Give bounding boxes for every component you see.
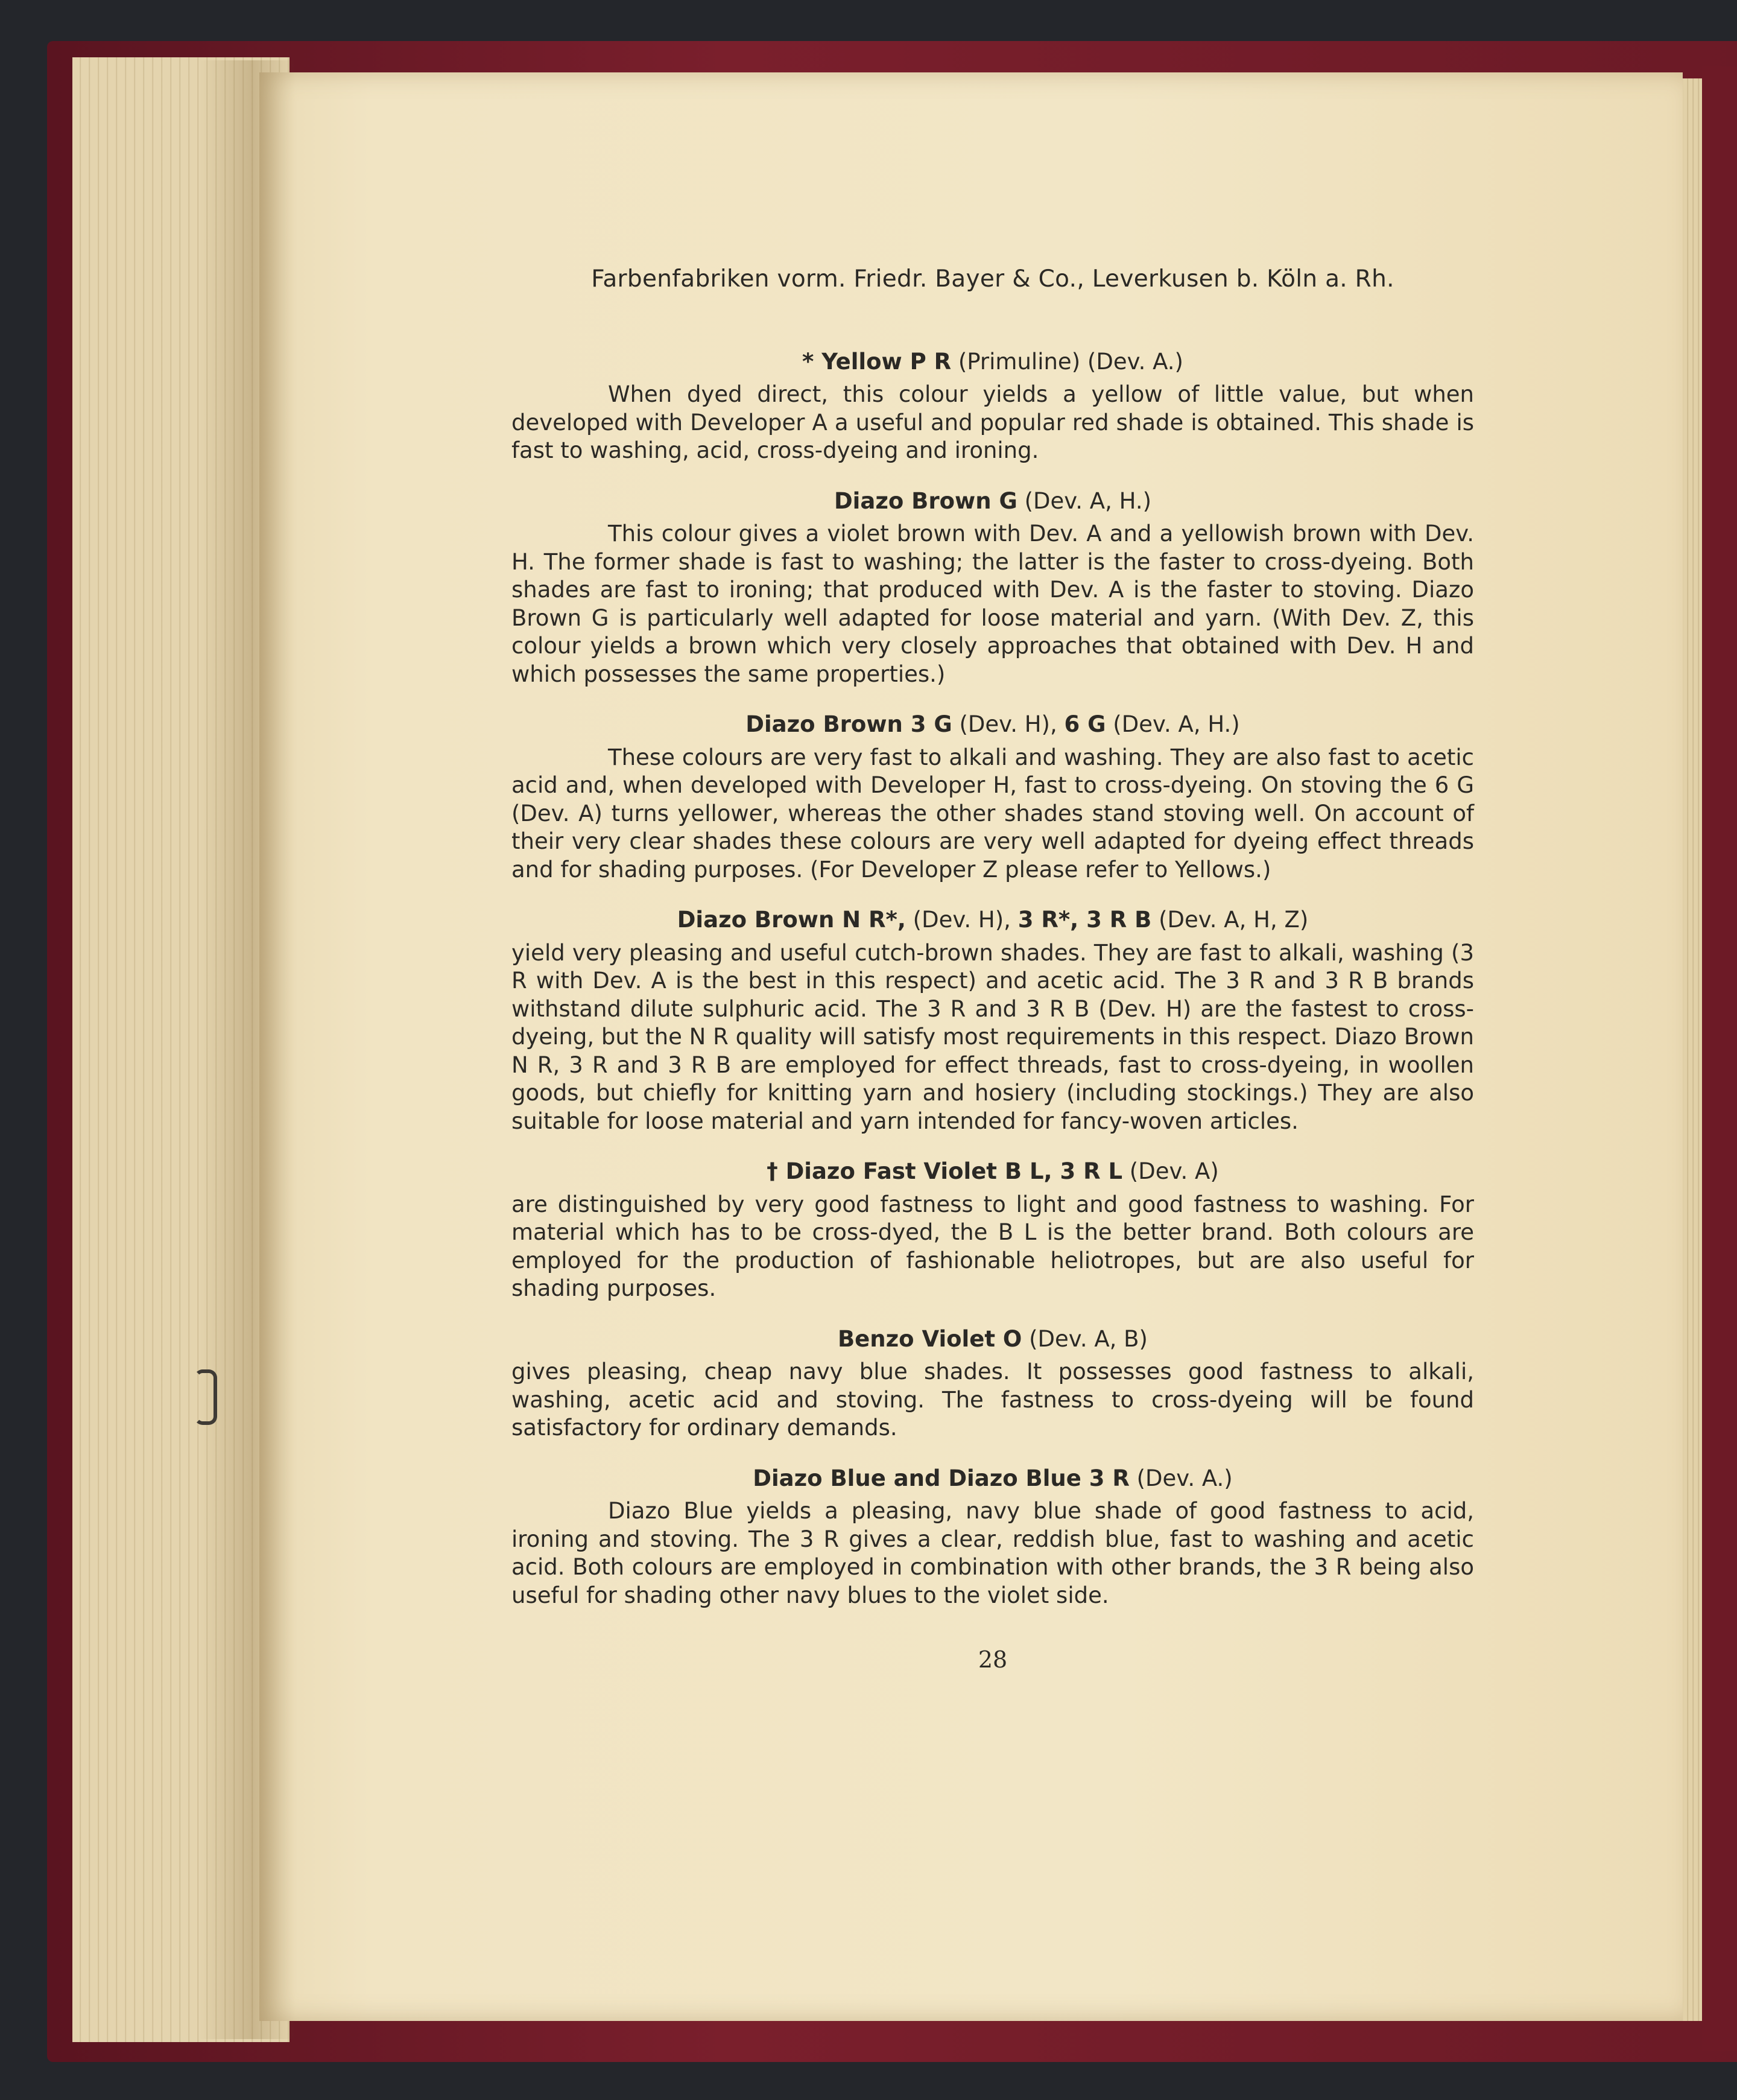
section-body: Diazo Blue yields a pleasing, navy blue shade of good fastness to acid, ironing and stoving. The 3 R gives a clear, reddish blue, fast to washing and acetic acid. Both colours are employed in combination with other brands, the 3 R being also useful for shading other navy blues to the violet side. xyxy=(511,1498,1474,1608)
section-body: This colour gives a violet brown with Dev. A and a yellowish brown with Dev. H. The former shade is fast to washing; the latter is the faster to cross-dyeing. Both shades are fast to ironing; that produced with Dev. A is the faster to stoving. Diazo Brown G is particularly well adapted for loose material and yarn. (With Dev. Z, this colour yields a brown which very closely approaches that obtained with Dev. H and which possesses the same properties.) xyxy=(511,521,1474,687)
heading-rest: (Dev. H), xyxy=(905,907,1018,933)
section-heading xyxy=(511,906,1474,934)
book-cover-right xyxy=(1702,66,1737,2051)
section-diazo-brown-nr xyxy=(511,906,1474,1135)
gutter-shadow xyxy=(199,60,296,2039)
section-yellow-pr xyxy=(511,348,1474,465)
heading-rest: (Primuline) (Dev. A.) xyxy=(951,348,1183,375)
heading-rest: (Dev. A, H.) xyxy=(1017,487,1152,514)
heading-bold: Diazo Brown N R*, xyxy=(677,907,906,933)
heading-bold: Benzo Violet O xyxy=(837,1325,1022,1352)
binding-clip xyxy=(194,1369,217,1425)
section-heading xyxy=(511,1158,1474,1186)
section-diazo-brown-g xyxy=(511,487,1474,689)
heading-bold: Diazo Brown G xyxy=(834,487,1017,514)
heading-rest: (Dev. A.) xyxy=(1129,1465,1233,1491)
heading-rest-2: (Dev. A, H, Z) xyxy=(1151,907,1309,933)
section-diazo-brown-3g-6g xyxy=(511,711,1474,884)
section-diazo-blue xyxy=(511,1465,1474,1610)
section-heading xyxy=(511,1465,1474,1493)
section-heading xyxy=(511,711,1474,739)
section-diazo-fast-violet xyxy=(511,1158,1474,1303)
section-heading xyxy=(511,348,1474,376)
heading-bold: Diazo Brown 3 G xyxy=(745,711,952,737)
heading-bold: † Diazo Fast Violet B L, 3 R L xyxy=(767,1158,1123,1184)
heading-bold: Diazo Blue and Diazo Blue 3 R xyxy=(753,1465,1130,1491)
section-body: These colours are very fast to alkali and washing. They are also fast to acetic acid and, when developed with Developer H, fast to cross-dyeing. On stoving the 6 G (Dev. A) turns yellower, whereas the other shades stand stoving well. On account of their very clear shades these colours are very well adapted for dyeing effect threads and for shading purposes. (For Developer Z please refer to Yellows.) xyxy=(511,744,1474,883)
running-head: Farbenfabriken vorm. Friedr. Bayer & Co., Leverkusen b. Köln a. Rh. xyxy=(591,265,1394,293)
section-heading xyxy=(511,1325,1474,1354)
heading-rest: (Dev. A) xyxy=(1122,1158,1219,1184)
section-benzo-violet-o xyxy=(511,1325,1474,1442)
heading-bold-2: 3 R*, 3 R B xyxy=(1017,907,1152,933)
heading-rest-2: (Dev. A, H.) xyxy=(1106,711,1240,737)
section-body: gives pleasing, cheap navy blue shades. It possesses good fastness to alkali, washing, acetic acid and stoving. The fastness to cross-dyeing will be found satisfactory for ordinary demands. xyxy=(511,1359,1474,1441)
section-body: yield very pleasing and useful cutch-brown shades. They are fast to alkali, washing (3 R with Dev. A is the best in this respect) and acetic acid. The 3 R and 3 R B brands withstand dilute sulphuric acid. The 3 R and 3 R B (Dev. H) are the fastest to cross-dyeing, but the N R quality will satisfy most requirements in this respect. Diazo Brown N R, 3 R and 3 R B are employed for effect threads, fast to cross-dyeing, in woollen goods, but chiefly for knitting yarn and hosiery (including stockings.) They are also suitable for loose material and yarn intended for fancy-woven articles. xyxy=(511,939,1474,1134)
section-body: When dyed direct, this colour yields a yellow of little value, but when developed with Developer A a useful and popular red shade is obtained. This shade is fast to washing, acid, cross-dyeing and ironing. xyxy=(511,381,1474,463)
heading-rest: (Dev. A, B) xyxy=(1022,1325,1148,1352)
page-text xyxy=(511,265,1474,1674)
heading-rest: (Dev. H), xyxy=(952,711,1065,737)
heading-bold-2: 6 G xyxy=(1064,711,1106,737)
heading-bold: * Yellow P R xyxy=(802,348,952,375)
section-body: are distinguished by very good fastness to light and good fastness to washing. For material which has to be cross-dyed, the B L is the better brand. Both colours are employed for the production of fashionable heliotropes, but are also useful for shading purposes. xyxy=(511,1191,1474,1301)
section-heading xyxy=(511,487,1474,516)
page-number: 28 xyxy=(978,1646,1008,1673)
